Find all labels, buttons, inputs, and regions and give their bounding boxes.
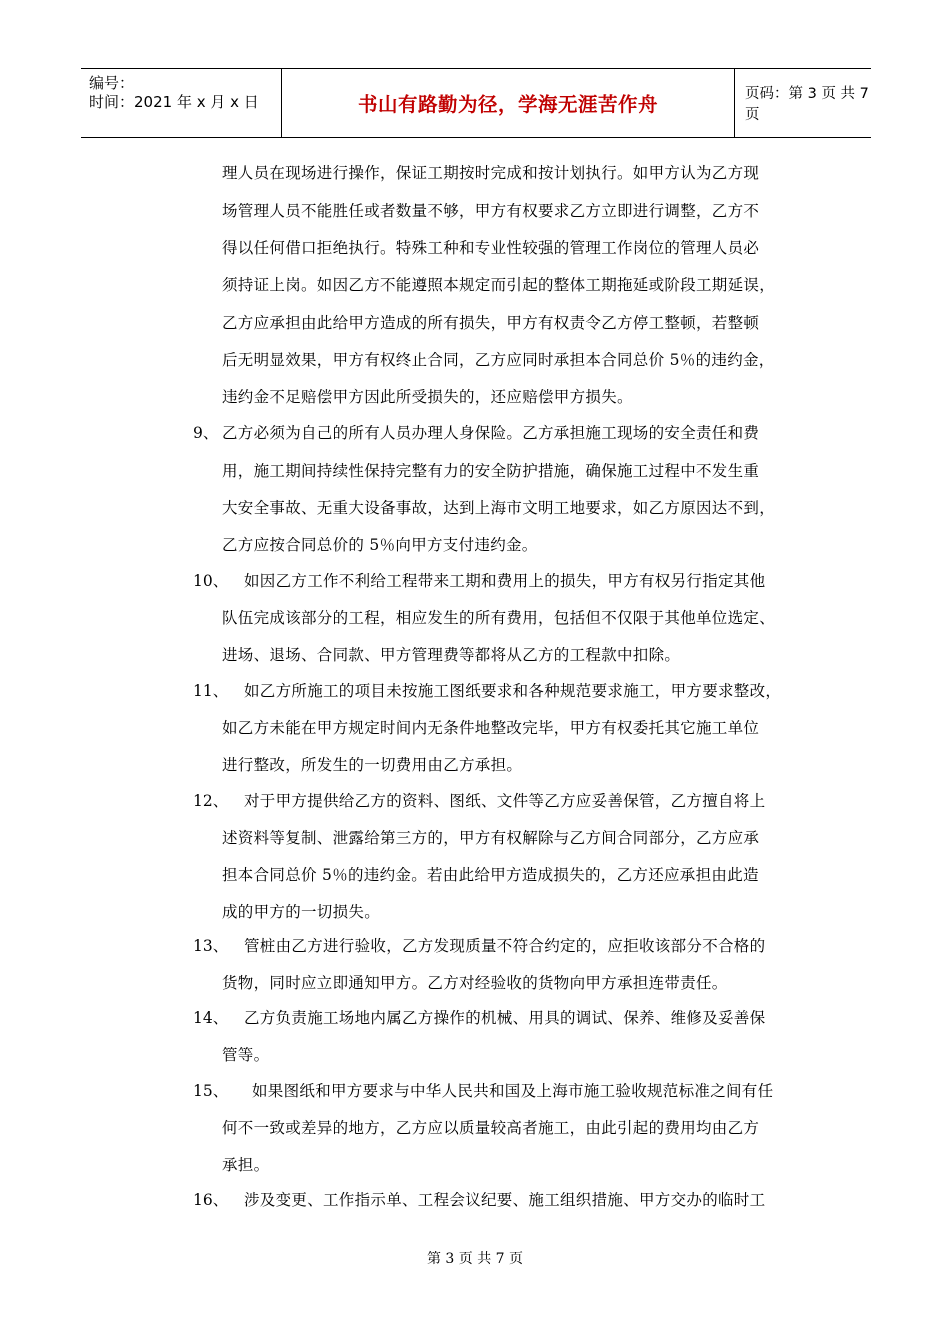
document-number-label: 编号： <box>89 74 135 92</box>
header-page-cell <box>735 69 871 137</box>
body-line: 货物，同时应立即通知甲方。乙方对经验收的货物向甲方承担连带责任。 <box>222 974 728 992</box>
header-motto: 书山有路勤为径，学海无涯苦作舟 <box>357 93 658 116</box>
body-line: 违约金不足赔偿甲方因此所受损失的，还应赔偿甲方损失。 <box>222 388 633 406</box>
body-line: 乙方负责施工场地内属乙方操作的机械、用具的调试、保养、维修及妥善保 <box>244 1009 766 1027</box>
body-line: 后无明显效果，甲方有权终止合同，乙方应同时承担本合同总价 5％的违约金， <box>222 351 775 369</box>
header-info-cell <box>81 69 281 137</box>
body-line: 涉及变更、工作指示单、工程会议纪要、施工组织措施、甲方交办的临时工 <box>244 1191 766 1209</box>
clause-number: 9、 <box>193 424 219 442</box>
body-line: 理人员在现场进行操作，保证工期按时完成和按计划执行。如甲方认为乙方现 <box>222 164 760 182</box>
header-page-code: 页码：第 3 页 共 7 页 <box>745 86 869 123</box>
body-line: 管桩由乙方进行验收，乙方发现质量不符合约定的，应拒收该部分不合格的 <box>244 937 766 955</box>
body-line: 乙方应按合同总价的 5％向甲方支付违约金。 <box>222 536 538 554</box>
body-line: 述资料等复制、泄露给第三方的，甲方有权解除与乙方间合同部分，乙方应承 <box>222 829 760 847</box>
body-line: 如因乙方工作不利给工程带来工期和费用上的损失，甲方有权另行指定其他 <box>244 572 766 590</box>
clause-number: 16、 <box>193 1191 229 1209</box>
body-line: 须持证上岗。如因乙方不能遵照本规定而引起的整体工期拖延或阶段工期延误， <box>222 276 776 294</box>
body-line: 大安全事故、无重大设备事故，达到上海市文明工地要求，如乙方原因达不到， <box>222 499 776 517</box>
body-line: 队伍完成该部分的工程，相应发生的所有费用，包括但不仅限于其他单位选定、 <box>222 609 776 627</box>
clause-number: 14、 <box>193 1009 229 1027</box>
body-line: 乙方必须为自己的所有人员办理人身保险。乙方承担施工现场的安全责任和费 <box>222 424 760 442</box>
document-time-label: 时间：2021 年 x 月 x 日 <box>89 93 259 111</box>
clause-number: 11、 <box>193 682 229 700</box>
document-header <box>81 68 871 138</box>
body-line: 进行整改，所发生的一切费用由乙方承担。 <box>222 756 523 774</box>
body-line: 管等。 <box>222 1046 270 1064</box>
header-motto-cell <box>281 69 735 137</box>
clause-number: 10、 <box>193 572 229 590</box>
body-line: 对于甲方提供给乙方的资料、图纸、文件等乙方应妥善保管，乙方擅自将上 <box>244 792 766 810</box>
body-line: 如乙方未能在甲方规定时间内无条件地整改完毕，甲方有权委托其它施工单位 <box>222 719 760 737</box>
body-line: 承担。 <box>222 1156 270 1174</box>
clause-number: 15、 <box>193 1082 229 1100</box>
clause-number: 13、 <box>193 937 229 955</box>
body-line: 如果图纸和甲方要求与中华人民共和国及上海市施工验收规范标准之间有任 <box>252 1082 774 1100</box>
body-line: 得以任何借口拒绝执行。特殊工种和专业性较强的管理工作岗位的管理人员必 <box>222 239 760 257</box>
body-line: 担本合同总价 5％的违约金。若由此给甲方造成损失的，乙方还应承担由此造 <box>222 866 759 884</box>
body-line: 进场、退场、合同款、甲方管理费等都将从乙方的工程款中扣除。 <box>222 646 681 664</box>
body-line: 何不一致或差异的地方，乙方应以质量较高者施工，由此引起的费用均由乙方 <box>222 1119 760 1137</box>
body-line: 如乙方所施工的项目未按施工图纸要求和各种规范要求施工，甲方要求整改， <box>244 682 782 700</box>
clause-number: 12、 <box>193 792 229 810</box>
body-line: 场管理人员不能胜任或者数量不够，甲方有权要求乙方立即进行调整，乙方不 <box>222 202 760 220</box>
page-footer: 第 3 页 共 7 页 <box>426 1251 524 1267</box>
body-line: 乙方应承担由此给甲方造成的所有损失，甲方有权责令乙方停工整顿，若整顿 <box>222 314 760 332</box>
body-line: 成的甲方的一切损失。 <box>222 903 381 921</box>
body-line: 用，施工期间持续性保持完整有力的安全防护措施，确保施工过程中不发生重 <box>222 462 760 480</box>
